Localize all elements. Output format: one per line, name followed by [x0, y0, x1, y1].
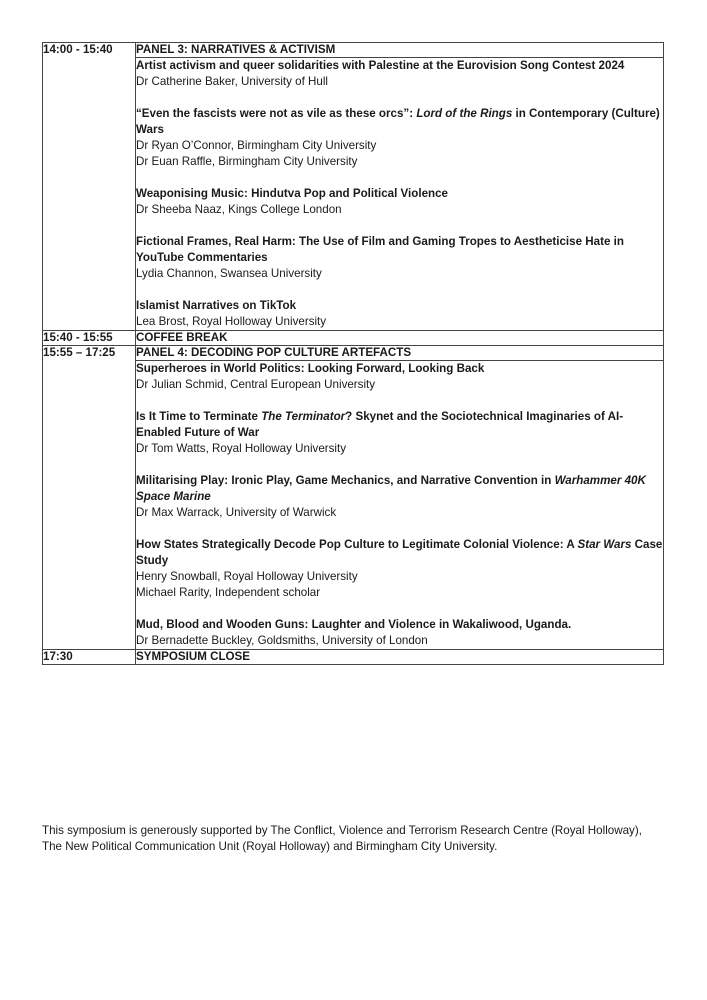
- schedule-table: [42, 42, 664, 665]
- talk-entry: [136, 234, 663, 282]
- talk-title: [136, 617, 663, 633]
- talk-speaker: Dr Julian Schmid, Central European University: [136, 378, 376, 391]
- talk-speaker: Dr Euan Raffle, Birmingham City University: [136, 155, 358, 168]
- talk-entry: [136, 58, 663, 90]
- session-talks: [136, 58, 664, 331]
- talk-entry: [136, 298, 663, 330]
- talk-speaker: Dr Max Warrack, University of Warwick: [136, 506, 337, 519]
- talk-speaker: Lydia Channon, Swansea University: [136, 267, 322, 280]
- talk-speaker: Lea Brost, Royal Holloway University: [136, 315, 327, 328]
- talk-speaker: Dr Catherine Baker, University of Hull: [136, 75, 329, 88]
- talk-title-italic: Warhammer 40K Space Marine: [136, 474, 646, 503]
- talk-title-text: Weaponising Music: Hindutva Pop and Political Violence: [136, 187, 449, 200]
- talk-title: [136, 473, 663, 505]
- session-time: 15:40 - 15:55: [43, 331, 136, 346]
- schedule-row: [43, 43, 664, 58]
- sponsor-note: This symposium is generously supported by The Conflict, Violence and Terrorism Research Centre (Royal Holloway), The New Political Communication Unit (Royal Holloway) and Birmingham City University.: [42, 823, 642, 853]
- talk-title-text: Artist activism and queer solidarities with Palestine at the Eurovision Song Contest 2024: [136, 59, 625, 72]
- schedule-row: [43, 346, 664, 361]
- talk-title: [136, 186, 663, 202]
- talk-title-italic: The Terminator: [261, 410, 346, 423]
- talk-title-text: Superheroes in World Politics: Looking Forward, Looking Back: [136, 362, 485, 375]
- talk-title-text: “Even the fascists were not as vile as these orcs”:: [136, 107, 417, 120]
- talk-title-text: in Contemporary (Culture) Wars: [136, 107, 660, 136]
- talk-title: [136, 106, 663, 138]
- session-time: 14:00 - 15:40: [43, 43, 136, 331]
- talk-speaker: Dr Ryan O’Connor, Birmingham City University: [136, 139, 377, 152]
- talk-speaker: Dr Sheeba Naaz, Kings College London: [136, 203, 342, 216]
- session-heading: SYMPOSIUM CLOSE: [136, 650, 664, 665]
- talk-speaker: Dr Bernadette Buckley, Goldsmiths, University of London: [136, 634, 428, 647]
- talk-title: [136, 409, 663, 441]
- talk-entry: [136, 473, 663, 521]
- talk-title-text: ? Skynet and the Sociotechnical Imaginaries of AI-Enabled Future of War: [136, 410, 624, 439]
- schedule-row: [43, 331, 664, 346]
- talk-title: [136, 361, 663, 377]
- talk-title-text: Militarising Play: Ironic Play, Game Mechanics, and Narrative Convention in: [136, 474, 555, 487]
- talk-speaker: Dr Tom Watts, Royal Holloway University: [136, 442, 347, 455]
- session-talks-row: [43, 361, 664, 650]
- talk-entry: [136, 537, 663, 601]
- talk-title: [136, 234, 663, 266]
- session-time: 17:30: [43, 650, 136, 665]
- talk-title-text: How States Strategically Decode Pop Culture to Legitimate Colonial Violence: A: [136, 538, 578, 551]
- talk-title: [136, 58, 663, 74]
- talk-title-text: Mud, Blood and Wooden Guns: Laughter and Violence in Wakaliwood, Uganda.: [136, 618, 572, 631]
- session-heading: PANEL 4: DECODING POP CULTURE ARTEFACTS: [136, 346, 664, 361]
- talk-title-italic: Lord of the Rings: [416, 107, 513, 120]
- schedule-row: [43, 650, 664, 665]
- session-heading: COFFEE BREAK: [136, 331, 664, 346]
- talk-speaker: Henry Snowball, Royal Holloway University: [136, 570, 358, 583]
- talk-entry: [136, 106, 663, 170]
- talk-entry: [136, 361, 663, 393]
- session-talks-row: [43, 58, 664, 331]
- talk-title: [136, 537, 663, 569]
- schedule-body: [43, 43, 664, 665]
- talk-title-text: Case Study: [136, 538, 663, 567]
- talk-entry: [136, 617, 663, 649]
- talk-title: [136, 298, 663, 314]
- talk-speaker: Michael Rarity, Independent scholar: [136, 586, 321, 599]
- session-talks: [136, 361, 664, 650]
- talk-title-text: Is It Time to Terminate: [136, 410, 262, 423]
- talk-title-italic: Star Wars: [577, 538, 632, 551]
- talk-entry: [136, 186, 663, 218]
- talk-title-text: Fictional Frames, Real Harm: The Use of Film and Gaming Tropes to Aestheticise Hate in YouTube Commentaries: [136, 235, 624, 264]
- talk-title-text: Islamist Narratives on TikTok: [136, 299, 297, 312]
- session-heading: PANEL 3: NARRATIVES & ACTIVISM: [136, 43, 664, 58]
- talk-entry: [136, 409, 663, 457]
- session-time: 15:55 – 17:25: [43, 346, 136, 650]
